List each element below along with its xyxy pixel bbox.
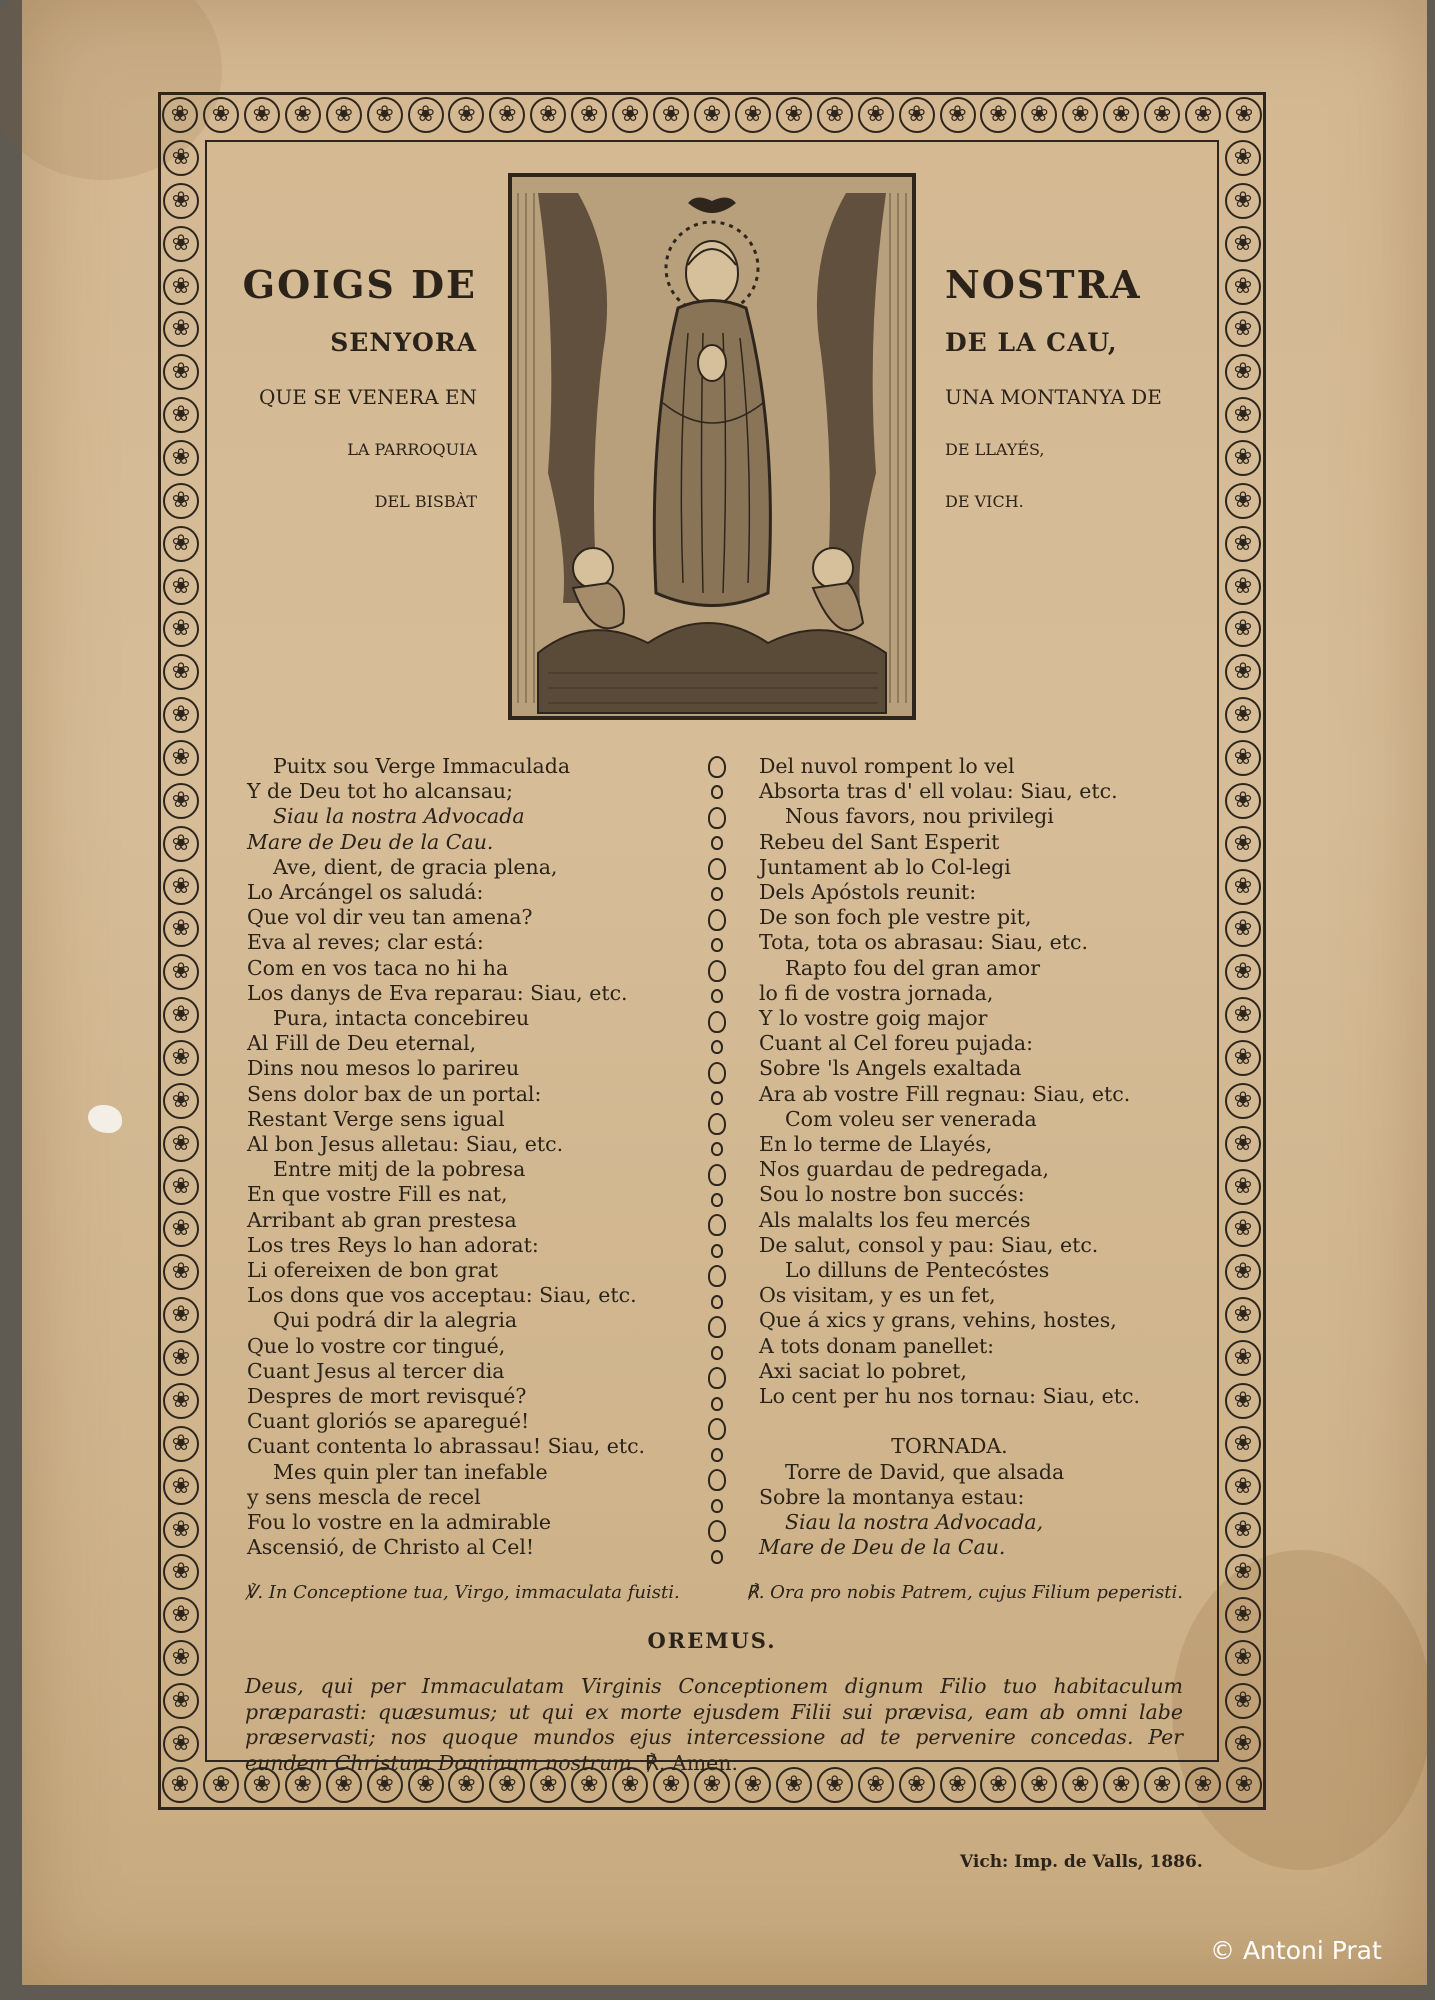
border-ornament: ❀	[1225, 1297, 1261, 1333]
border-ornament: ❀	[163, 526, 199, 562]
divider-ornament	[711, 938, 723, 952]
divider-ornament	[711, 1295, 723, 1309]
border-ornament: ❀	[1225, 869, 1261, 905]
verse-line: Sou lo nostre bon succés:	[759, 1182, 1025, 1207]
border-ornament: ❀	[163, 226, 199, 262]
border-ornament: ❀	[448, 1767, 484, 1803]
border-ornament: ❀	[1225, 1554, 1261, 1590]
verse-line: A tots donam panellet:	[759, 1333, 995, 1358]
divider-ornament	[708, 1265, 726, 1287]
border-ornament: ❀	[858, 97, 894, 133]
divider-ornament	[708, 1520, 726, 1542]
border-ornament: ❀	[163, 1040, 199, 1076]
verse-line: Los tres Reys lo han adorat:	[247, 1232, 539, 1257]
border-ornament: ❀	[163, 183, 199, 219]
divider-ornament	[711, 1040, 723, 1054]
border-ornament: ❀	[571, 97, 607, 133]
verse-line: Cuant contenta lo abrassau! Siau, etc.	[247, 1434, 646, 1459]
title-left-line-4: LA PARROQUIA	[347, 440, 477, 459]
border-ornament: ❀	[163, 1597, 199, 1633]
divider-ornament	[708, 1316, 726, 1338]
divider-ornament	[708, 909, 726, 931]
verse-line: Eva al reves; clar está:	[247, 930, 484, 955]
verse-line: Que vol dir veu tan amena?	[247, 905, 533, 930]
border-ornament: ❀	[1225, 1126, 1261, 1162]
border-ornament: ❀	[1225, 269, 1261, 305]
border-ornament: ❀	[163, 1169, 199, 1205]
border-ornament: ❀	[530, 97, 566, 133]
border-ornament: ❀	[408, 97, 444, 133]
verse-line: Pura, intacta concebireu	[273, 1006, 530, 1031]
ornament-column-left	[163, 140, 199, 1762]
border-ornament: ❀	[162, 1767, 198, 1803]
divider-ornament	[708, 1062, 726, 1084]
divider-ornament	[711, 1244, 723, 1258]
divider-ornament	[711, 989, 723, 1003]
border-ornament: ❀	[163, 483, 199, 519]
border-ornament: ❀	[1225, 1169, 1261, 1205]
border-ornament: ❀	[1225, 397, 1261, 433]
divider-ornament	[708, 1113, 726, 1135]
verse-line: Arribant ab gran prestesa	[247, 1207, 517, 1232]
verse-line: De son foch ple vestre pit,	[759, 905, 1032, 930]
border-ornament: ❀	[285, 1767, 321, 1803]
divider-ornament	[711, 1499, 723, 1513]
verse-line: Los dons que vos acceptau: Siau, etc.	[247, 1283, 637, 1308]
border-ornament: ❀	[1226, 1767, 1262, 1803]
border-ornament: ❀	[530, 1767, 566, 1803]
border-ornament: ❀	[1225, 997, 1261, 1033]
verse-line: Cuant al Cel foreu pujada:	[759, 1031, 1033, 1056]
border-ornament: ❀	[1225, 1340, 1261, 1376]
verse-line: Com voleu ser venerada	[785, 1106, 1037, 1131]
verse-line: Mes quin pler tan inefable	[273, 1459, 548, 1484]
border-ornament: ❀	[653, 1767, 689, 1803]
verse-line: Dels Apóstols reunit:	[759, 880, 977, 905]
border-ornament: ❀	[1225, 526, 1261, 562]
verse-line: Juntament ab lo Col-legi	[759, 854, 1011, 879]
border-ornament: ❀	[163, 569, 199, 605]
border-ornament: ❀	[163, 1512, 199, 1548]
border-ornament: ❀	[163, 826, 199, 862]
border-ornament: ❀	[163, 697, 199, 733]
border-ornament: ❀	[735, 1767, 771, 1803]
border-ornament: ❀	[163, 1426, 199, 1462]
border-ornament: ❀	[163, 869, 199, 905]
verse-line: Cuant gloriós se aparegué!	[247, 1409, 530, 1434]
border-ornament: ❀	[899, 97, 935, 133]
verse-line: Absorta tras d' ell volau: Siau, etc.	[759, 779, 1118, 804]
verse-line: Torre de David, que alsada	[785, 1459, 1065, 1484]
border-ornament: ❀	[1225, 1597, 1261, 1633]
verses-left-column	[247, 754, 645, 1561]
border-ornament: ❀	[163, 311, 199, 347]
title-right-line-1: NOSTRA	[945, 262, 1142, 307]
border-ornament: ❀	[1225, 654, 1261, 690]
border-ornament: ❀	[1225, 1512, 1261, 1548]
verse-line: y sens mescla de recel	[247, 1484, 481, 1509]
border-ornament: ❀	[163, 1469, 199, 1505]
border-ornament: ❀	[1225, 226, 1261, 262]
divider-ornament	[708, 756, 726, 778]
border-ornament: ❀	[1225, 1040, 1261, 1076]
border-ornament: ❀	[1225, 611, 1261, 647]
border-ornament: ❀	[163, 740, 199, 776]
verse-line: Mare de Deu de la Cau.	[247, 829, 494, 854]
border-ornament: ❀	[1225, 783, 1261, 819]
verse-line: Del nuvol rompent lo vel	[759, 754, 1015, 778]
border-ornament: ❀	[163, 997, 199, 1033]
border-ornament: ❀	[489, 97, 525, 133]
paper-hole	[88, 1105, 122, 1133]
verse-line: Que lo vostre cor tingué,	[247, 1333, 506, 1358]
border-ornament: ❀	[1225, 1254, 1261, 1290]
border-ornament: ❀	[1225, 354, 1261, 390]
border-ornament: ❀	[163, 1340, 199, 1376]
title-right-line-3: UNA MONTANYA DE	[945, 385, 1162, 409]
verse-line: Entre mitj de la pobresa	[273, 1157, 526, 1182]
border-ornament: ❀	[1225, 1640, 1261, 1676]
divider-ornament	[708, 1214, 726, 1236]
divider-ornament	[708, 1469, 726, 1491]
border-ornament: ❀	[1062, 97, 1098, 133]
border-ornament: ❀	[980, 1767, 1016, 1803]
verse-line: Al Fill de Deu eternal,	[247, 1031, 477, 1056]
verse-line: Y lo vostre goig major	[759, 1006, 988, 1031]
verse-line: Ara ab vostre Fill regnau: Siau, etc.	[759, 1081, 1131, 1106]
border-ornament: ❀	[1225, 311, 1261, 347]
border-ornament: ❀	[1144, 97, 1180, 133]
border-ornament: ❀	[163, 1126, 199, 1162]
verse-line: Ascensió, de Christo al Cel!	[247, 1535, 535, 1560]
border-ornament: ❀	[163, 1683, 199, 1719]
border-ornament: ❀	[1225, 183, 1261, 219]
verse-line: Sobre la montanya estau:	[759, 1484, 1025, 1509]
divider-ornament	[711, 1142, 723, 1156]
verse-line: Y de Deu tot ho alcansau;	[247, 779, 514, 804]
verse-line: Despres de mort revisqué?	[247, 1384, 527, 1409]
verse-line: Lo Arcángel os saludá:	[247, 880, 484, 905]
border-ornament: ❀	[571, 1767, 607, 1803]
versicle-left: ℣. In Conceptione tua, Virgo, immaculata fuisti.	[245, 1582, 680, 1603]
border-ornament: ❀	[1103, 1767, 1139, 1803]
verse-line: En que vostre Fill es nat,	[247, 1182, 508, 1207]
border-ornament: ❀	[1225, 826, 1261, 862]
oremus-heading: OREMUS.	[647, 1628, 777, 1653]
verse-line: Li ofereixen de bon grat	[247, 1258, 498, 1283]
divider-ornament	[708, 1367, 726, 1389]
border-ornament: ❀	[776, 1767, 812, 1803]
border-ornament: ❀	[1185, 97, 1221, 133]
border-ornament: ❀	[408, 1767, 444, 1803]
border-ornament: ❀	[203, 1767, 239, 1803]
copyright-watermark: © Antoni Prat	[1210, 1936, 1382, 1965]
divider-ornament	[708, 807, 726, 829]
divider-ornament	[708, 1164, 726, 1186]
verse-line: Nous favors, nou privilegi	[785, 804, 1054, 829]
border-ornament: ❀	[694, 1767, 730, 1803]
border-ornament: ❀	[1144, 1767, 1180, 1803]
border-ornament: ❀	[1225, 954, 1261, 990]
border-ornament: ❀	[489, 1767, 525, 1803]
border-ornament: ❀	[163, 654, 199, 690]
border-ornament: ❀	[244, 97, 280, 133]
verse-line: Os visitam, y es un fet,	[759, 1283, 996, 1308]
border-ornament: ❀	[163, 1254, 199, 1290]
verse-line: Cuant Jesus al tercer dia	[247, 1358, 505, 1383]
verse-line: Siau la nostra Advocada	[273, 804, 525, 829]
border-ornament: ❀	[1226, 97, 1262, 133]
verse-line: Lo cent per hu nos tornau: Siau, etc.	[759, 1384, 1140, 1409]
border-ornament: ❀	[448, 97, 484, 133]
border-ornament: ❀	[163, 1640, 199, 1676]
border-ornament: ❀	[817, 1767, 853, 1803]
verse-line: TORNADA.	[891, 1434, 1008, 1459]
border-ornament: ❀	[612, 1767, 648, 1803]
border-ornament: ❀	[163, 954, 199, 990]
verse-line: De salut, consol y pau: Siau, etc.	[759, 1232, 1099, 1257]
border-ornament: ❀	[163, 397, 199, 433]
divider-ornament	[708, 960, 726, 982]
versicle-line	[245, 1582, 1183, 1603]
versicle-right: ℟. Ora pro nobis Patrem, cujus Filium peperisti.	[746, 1582, 1183, 1603]
verse-line: Rebeu del Sant Esperit	[759, 829, 1000, 854]
verse-line: En lo terme de Llayés,	[759, 1132, 993, 1157]
verse-line: Restant Verge sens igual	[247, 1106, 505, 1131]
border-ornament: ❀	[1185, 1767, 1221, 1803]
verse-line: Puitx sou Verge Immaculada	[273, 754, 571, 778]
border-ornament: ❀	[1225, 1469, 1261, 1505]
verse-line: Los danys de Eva reparau: Siau, etc.	[247, 980, 628, 1005]
prayer-text: Deus, qui per Immaculatam Virginis Conceptionem dignum Filio tuo habitaculum præparasti: quæsumus; ut qui ex morte ejusdem Filii sui prævisa, eam ab omni labe præservasti; nos quoque mundos ejus intercessione ad te pervenire concedas. Per eundem Christum Dominum nostrum.	[245, 1674, 1183, 1775]
border-ornament: ❀	[735, 97, 771, 133]
column-divider-ornament	[697, 756, 737, 1564]
ornament-row-top	[162, 97, 1262, 133]
border-ornament: ❀	[163, 1211, 199, 1247]
border-ornament: ❀	[1225, 1726, 1261, 1762]
border-ornament: ❀	[163, 1726, 199, 1762]
verse-line: Qui podrá dir la alegria	[273, 1308, 518, 1333]
border-ornament: ❀	[162, 97, 198, 133]
ornament-column-right	[1225, 140, 1261, 1762]
title-right-line-5: DE VICH.	[945, 492, 1024, 511]
verses-right-column	[759, 754, 1140, 1561]
border-ornament: ❀	[1225, 483, 1261, 519]
divider-ornament	[711, 1397, 723, 1411]
border-ornament: ❀	[653, 97, 689, 133]
border-ornament: ❀	[244, 1767, 280, 1803]
oremus-prayer	[245, 1674, 1183, 1776]
divider-ornament	[711, 1346, 723, 1360]
border-ornament: ❀	[163, 269, 199, 305]
divider-ornament	[711, 1448, 723, 1462]
border-ornament: ❀	[1225, 1211, 1261, 1247]
border-ornament: ❀	[1225, 740, 1261, 776]
border-ornament: ❀	[163, 611, 199, 647]
border-ornament: ❀	[163, 783, 199, 819]
title-left-line-5: DEL BISBÀT	[374, 492, 477, 511]
border-ornament: ❀	[285, 97, 321, 133]
border-ornament: ❀	[858, 1767, 894, 1803]
border-ornament: ❀	[326, 1767, 362, 1803]
title-left-line-3: QUE SE VENERA EN	[259, 385, 477, 409]
printer-imprint: Vich: Imp. de Valls, 1886.	[960, 1852, 1203, 1872]
border-ornament: ❀	[980, 97, 1016, 133]
verse-line: Com en vos taca no hi ha	[247, 955, 509, 980]
border-ornament: ❀	[163, 140, 199, 176]
virgin-woodcut-image	[508, 173, 916, 720]
border-ornament: ❀	[1062, 1767, 1098, 1803]
border-ornament: ❀	[1021, 1767, 1057, 1803]
verse-line: Axi saciat lo pobret,	[759, 1358, 967, 1383]
border-ornament: ❀	[899, 1767, 935, 1803]
border-ornament: ❀	[163, 440, 199, 476]
verse-line: Als malalts los feu mercés	[759, 1207, 1031, 1232]
divider-ornament	[711, 1193, 723, 1207]
border-ornament: ❀	[1225, 1683, 1261, 1719]
border-ornament: ❀	[940, 1767, 976, 1803]
divider-ornament	[708, 1418, 726, 1440]
border-ornament: ❀	[163, 1083, 199, 1119]
border-ornament: ❀	[776, 97, 812, 133]
divider-ornament	[708, 1011, 726, 1033]
divider-ornament	[711, 1091, 723, 1105]
verse-line	[759, 1409, 1140, 1434]
verse-line: Sobre 'ls Angels exaltada	[759, 1056, 1022, 1081]
verse-line: Ave, dient, de gracia plena,	[273, 854, 558, 879]
prayer-amen: ℟. Amen.	[644, 1750, 738, 1775]
border-ornament: ❀	[694, 97, 730, 133]
title-left-line-1: GOIGS DE	[242, 262, 477, 307]
verse-line: Mare de Deu de la Cau.	[759, 1535, 1006, 1560]
verse-line: Dins nou mesos lo parireu	[247, 1056, 520, 1081]
border-ornament: ❀	[326, 97, 362, 133]
title-right-line-4: DE LLAYÉS,	[945, 440, 1045, 459]
border-ornament: ❀	[1021, 97, 1057, 133]
border-ornament: ❀	[1225, 569, 1261, 605]
title-right-line-2: DE LA CAU,	[945, 328, 1118, 357]
border-ornament: ❀	[367, 97, 403, 133]
border-ornament: ❀	[203, 97, 239, 133]
border-ornament: ❀	[1225, 440, 1261, 476]
verse-line: Fou lo vostre en la admirable	[247, 1510, 552, 1535]
divider-ornament	[711, 836, 723, 850]
divider-ornament	[711, 785, 723, 799]
border-ornament: ❀	[817, 97, 853, 133]
border-ornament: ❀	[163, 911, 199, 947]
border-ornament: ❀	[1225, 697, 1261, 733]
divider-ornament	[708, 858, 726, 880]
verse-line: Nos guardau de pedregada,	[759, 1157, 1050, 1182]
border-ornament: ❀	[940, 97, 976, 133]
verse-line: Lo dilluns de Pentecóstes	[785, 1258, 1050, 1283]
verse-line: Tota, tota os abrasau: Siau, etc.	[759, 930, 1089, 955]
border-ornament: ❀	[612, 97, 648, 133]
border-ornament: ❀	[1225, 140, 1261, 176]
border-ornament: ❀	[163, 1383, 199, 1419]
verse-line: Que á xics y grans, vehins, hostes,	[759, 1308, 1117, 1333]
border-ornament: ❀	[163, 354, 199, 390]
divider-ornament	[711, 887, 723, 901]
border-ornament: ❀	[1225, 1383, 1261, 1419]
border-ornament: ❀	[1103, 97, 1139, 133]
border-ornament: ❀	[367, 1767, 403, 1803]
title-left-line-2: SENYORA	[330, 328, 477, 357]
border-ornament: ❀	[1225, 1083, 1261, 1119]
border-ornament: ❀	[163, 1297, 199, 1333]
verse-line: Sens dolor bax de un portal:	[247, 1081, 542, 1106]
border-ornament: ❀	[1225, 1426, 1261, 1462]
verse-line: lo fi de vostra jornada,	[759, 980, 994, 1005]
border-ornament: ❀	[1225, 911, 1261, 947]
divider-ornament	[711, 1550, 723, 1564]
verse-line: Al bon Jesus alletau: Siau, etc.	[247, 1132, 564, 1157]
verse-line: Rapto fou del gran amor	[785, 955, 1040, 980]
border-ornament: ❀	[163, 1554, 199, 1590]
verse-line: Siau la nostra Advocada,	[785, 1510, 1044, 1535]
